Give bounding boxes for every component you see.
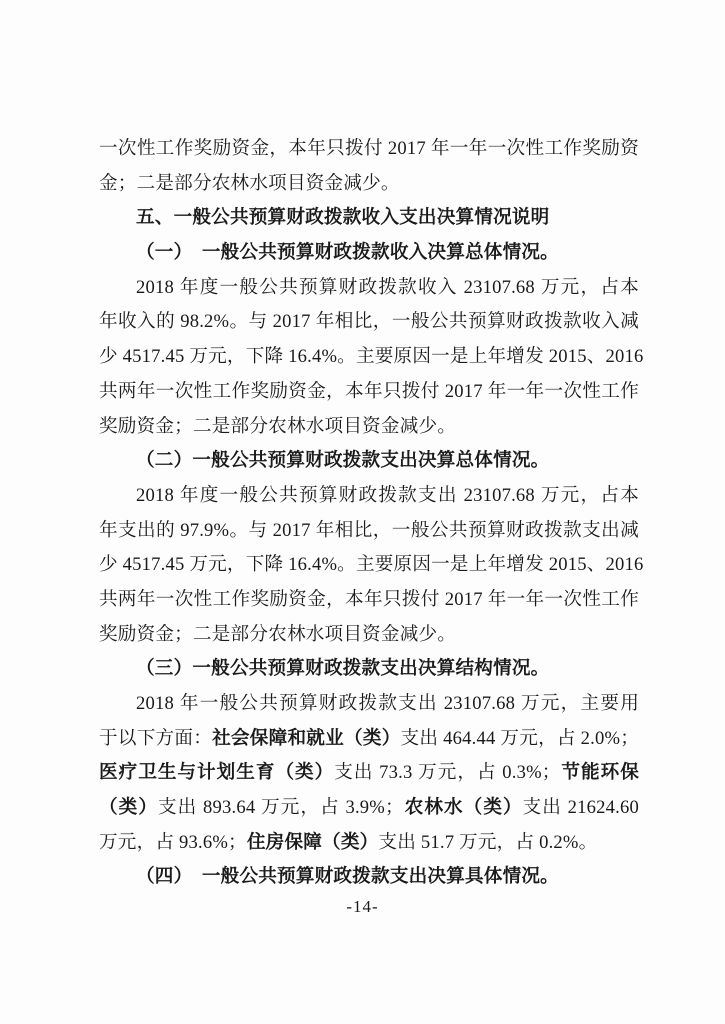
text-segment: 支出 464.44 万元，占 2.0%；: [400, 727, 639, 749]
text-line: 奖励资金；二是部分农林水项目资金减少。: [99, 415, 457, 437]
text-line: [99, 791, 639, 826]
text-line: 年收入的 98.2%。与 2017 年相比，一般公共预算财政拨款收入减: [99, 311, 639, 333]
text-segment-bold: （类）: [99, 797, 158, 819]
text-segment-bold: 住房保障（类）: [246, 831, 379, 853]
text-line: [99, 722, 639, 757]
subsection-5-2-heading: （二）一般公共预算财政拨款支出决算总体情况。: [136, 450, 550, 472]
text-line: 金；二是部分农林水项目资金减少。: [99, 172, 400, 194]
text-segment-bold: 医疗卫生与计划生育（类）: [99, 762, 335, 784]
text-line: 一次性工作奖励资金，本年只拨付 2017 年一年一次性工作奖励资: [99, 138, 639, 159]
text-segment: 于以下方面：: [99, 727, 213, 749]
text-line: 2018 年一般公共预算财政拨款支出 23107.68 万元，主要用: [136, 693, 639, 714]
document-body: [99, 132, 644, 895]
text-segment: 支出 51.7 万元，占 0.2%。: [378, 831, 598, 853]
text-line: 2018 年度一般公共预算财政拨款收入 23107.68 万元，占本: [136, 276, 639, 298]
page-number: -14-: [346, 897, 379, 916]
text-segment-bold: 节能环保: [560, 762, 639, 784]
text-line: 2018 年度一般公共预算财政拨款支出 23107.68 万元，占本: [136, 484, 639, 506]
text-segment-bold: 农林水（类）: [403, 797, 523, 819]
text-segment: 支出 21624.60: [522, 797, 640, 819]
text-segment-bold: 社会保障和就业（类）: [212, 727, 401, 749]
text-line: 年支出的 97.9%。与 2017 年相比，一般公共预算财政拨款支出减: [99, 519, 639, 541]
text-segment: 支出 73.3 万元，占 0.3%；: [334, 762, 561, 784]
section-5-heading: 五、一般公共预算财政拨款收入支出决算情况说明: [136, 207, 550, 229]
text-line: [99, 826, 639, 861]
text-segment: 支出 893.64 万元，占 3.9%；: [158, 797, 404, 819]
text-line: 少 4517.45 万元，下降 16.4%。主要原因一是上年增发 2015、2016: [99, 346, 644, 368]
text-line: 共两年一次性工作奖励资金，本年只拨付 2017 年一年一次性工作: [99, 588, 639, 610]
subsection-5-3-heading: （三）一般公共预算财政拨款支出决算结构情况。: [136, 658, 550, 680]
text-line: 奖励资金；二是部分农林水项目资金减少。: [99, 623, 457, 645]
text-segment: 万元，占 93.6%；: [99, 831, 247, 853]
subsection-5-1-heading: （一） 一般公共预算财政拨款收入决算总体情况。: [136, 242, 559, 264]
text-line: [99, 756, 639, 791]
text-line: 共两年一次性工作奖励资金，本年只拨付 2017 年一年一次性工作: [99, 380, 639, 402]
subsection-5-4-heading: （四） 一般公共预算财政拨款支出决算具体情况。: [136, 866, 559, 888]
text-line: 少 4517.45 万元，下降 16.4%。主要原因一是上年增发 2015、2016: [99, 554, 644, 576]
